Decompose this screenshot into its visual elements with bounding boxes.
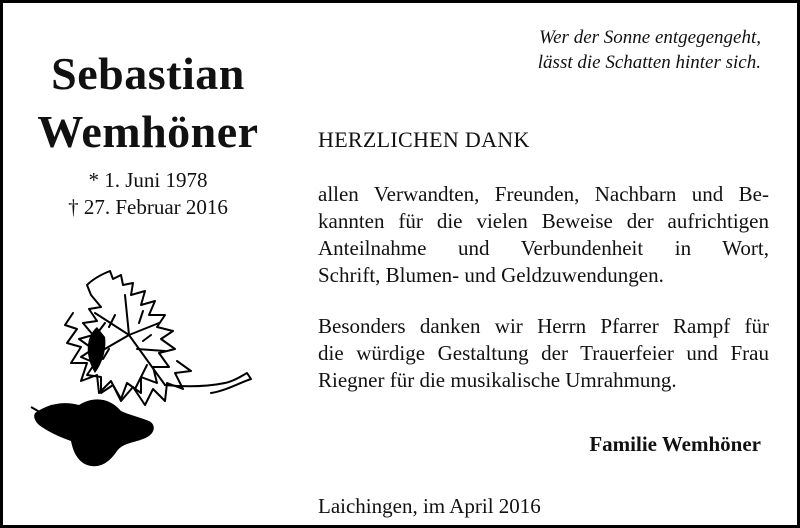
place-and-date: Laichingen, im April 2016 <box>318 494 541 518</box>
paragraph-line: Anteilnahme und Verbundenheit in Wort, <box>318 236 769 260</box>
life-dates <box>3 167 293 221</box>
deceased-first-name: Sebastian <box>51 48 245 99</box>
deceased-last-name: Wemhöner <box>37 106 259 157</box>
autumn-leaf-icon <box>25 265 265 475</box>
family-signature: Familie Wemhöner <box>589 432 761 456</box>
paragraph-line: kannten für die vielen Beweise der aufrichtigen <box>318 209 769 233</box>
thanks-heading: HERZLICHEN DANK <box>318 127 530 152</box>
quote-line-2: lässt die Schatten hinter sich. <box>537 52 761 73</box>
paragraph-line: Riegner für die musikalische Umrahmung. <box>318 368 677 392</box>
birth-date: * 1. Juni 1978 <box>88 168 208 192</box>
paragraph-line: Schrift, Blumen- und Geldzuwendungen. <box>318 263 664 287</box>
paragraph-line: Besonders danken wir Herrn Pfarrer Rampf für <box>318 314 769 338</box>
paragraph-line: allen Verwandten, Freunden, Nachbarn und Be- <box>318 182 769 206</box>
paragraph-line: die würdige Gestaltung der Trauerfeier und Frau <box>318 341 769 365</box>
death-date: † 27. Februar 2016 <box>68 195 228 219</box>
quote-line-1: Wer der Sonne entgegengeht, <box>539 27 761 48</box>
epigraph-quote <box>538 25 761 75</box>
thanks-paragraph-2 <box>318 313 769 394</box>
thanks-paragraph-1 <box>318 181 769 289</box>
